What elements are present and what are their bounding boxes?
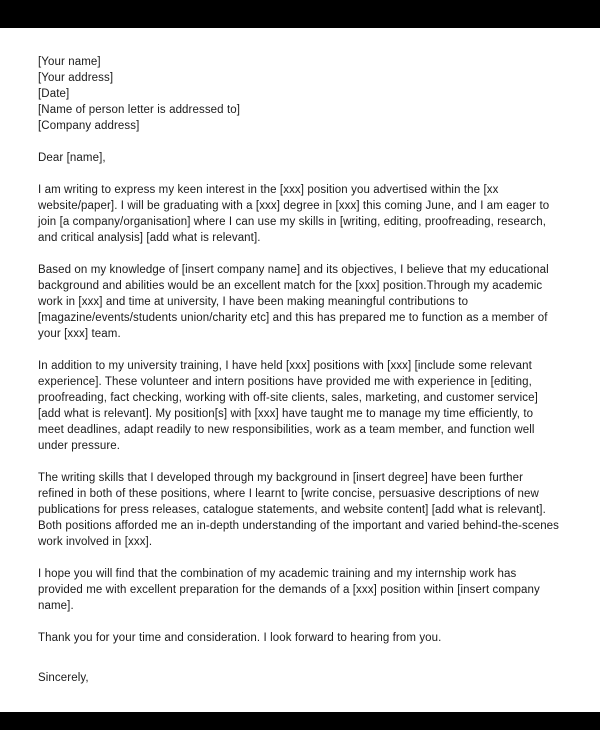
header-line-company-address: [Company address] xyxy=(38,120,140,132)
header-line-date: [Date] xyxy=(38,88,70,100)
header-line-your-name: [Your name] xyxy=(38,56,101,68)
sender-header-block xyxy=(38,54,562,134)
header-line-your-address: [Your address] xyxy=(38,72,114,84)
bottom-border-bar xyxy=(0,712,600,730)
header-line-recipient-name: [Name of person letter is addressed to] xyxy=(38,104,241,116)
paragraph-knowledge: Based on my knowledge of [insert company name] and its objectives, I believe that my educational background and abilities would be an excellent match for the [xxx] position.Through my academic work in [xxx] and time at university, I have been making meaningful contributions to [magazine/events/students union/charity etc] and this has prepared me to function as a member of your [xxx] team. xyxy=(38,264,549,340)
paragraph-experience: In addition to my university training, I have held [xxx] positions with [xxx] [include some relevant experience]. These volunteer and intern positions have provided me with experience in [editing, proofreading, fact checking, working with off-site clients, sales, marketing, and customer service] [add what is relevant]. My position[s] with [xxx] have taught me to manage my time efficiently, to meet deadlines, adapt readily to new responsibilities, work as a team member, and function well under pressure. xyxy=(38,360,538,452)
paragraph-intro: I am writing to express my keen interest in the [xxx] position you advertised within the [xx website/paper]. I will be graduating with a [xxx] degree in [xxx] this coming June, and I am eager to join [a company/organisation] where I can use my skills in [writing, editing, proofreading, research, and critical analysis] [add what is relevant]. xyxy=(38,184,550,244)
top-border-bar xyxy=(0,0,600,28)
paragraph-writing-skills: The writing skills that I developed through my background in [insert degree] have been further refined in both of these positions, where I learnt to [write concise, persuasive descriptions of new publications for press releases, catalogue statements, and website content] [add what is relevant]. Both positions afforded me an in-depth understanding of the important and varied behind-the-scenes work involved in [xxx]. xyxy=(38,472,560,548)
signoff: Sincerely, xyxy=(38,672,89,684)
salutation: Dear [name], xyxy=(38,152,106,164)
letter-body xyxy=(0,28,600,712)
paragraph-thanks: Thank you for your time and consideration. I look forward to hearing from you. xyxy=(38,632,442,644)
paragraph-hope: I hope you will find that the combination of my academic training and my internship work has provided me with excellent preparation for the demands of a [xxx] position within [insert company name]. xyxy=(38,568,540,612)
